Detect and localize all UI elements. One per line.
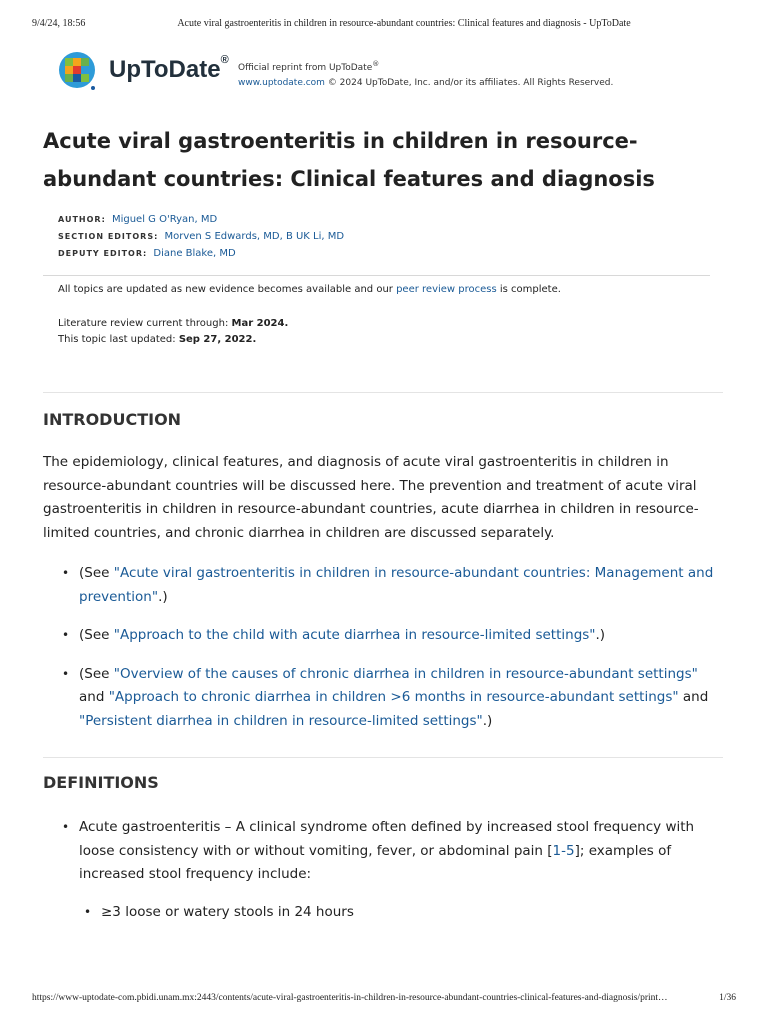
update-note — [58, 284, 561, 295]
update-note-text: All topics are updated as new evidence becomes available and our — [58, 284, 397, 295]
brand-reg-mark: ® — [220, 54, 229, 66]
copyright-text: © 2024 UpToDate, Inc. and/or its affiliates. All Rights Reserved. — [324, 78, 614, 88]
list-item — [84, 901, 704, 925]
introduction-heading: INTRODUCTION — [43, 410, 182, 429]
author-row: AUTHOR: Miguel G O'Ryan, MD — [58, 214, 218, 225]
review-dates — [58, 316, 288, 348]
copyright-line — [238, 76, 613, 91]
article-title: Acute viral gastroenteritis in children in resource-abundant countries: Clinical features and diagnosis — [43, 129, 655, 191]
credits — [58, 211, 344, 262]
deputy-editor-label: DEPUTY EDITOR — [58, 249, 143, 258]
definitions-heading: DEFINITIONS — [43, 773, 159, 792]
last-updated-row — [58, 332, 288, 348]
sub-definition-text: ≥3 loose or watery stools in 24 hours — [101, 904, 354, 920]
divider — [43, 275, 710, 276]
site-link[interactable]: www.uptodate.com — [238, 78, 325, 88]
section-editors-label: SECTION EDITORS — [58, 232, 155, 241]
cross-ref-link[interactable]: "Acute viral gastroenteritis in children in resource-abundant countries: Management and prevention" — [79, 565, 714, 605]
cross-ref-link[interactable]: "Overview of the causes of chronic diarrhea in children in resource-abundant settings" — [113, 665, 698, 682]
divider — [43, 757, 723, 758]
uptodate-logo-icon — [57, 50, 97, 90]
see-also-list — [62, 562, 722, 733]
divider — [43, 392, 723, 393]
print-header — [32, 18, 736, 32]
reference-link[interactable]: 1-5 — [552, 842, 575, 859]
brand-name-text: UpToDate — [109, 56, 221, 83]
list-item — [62, 624, 722, 648]
reprint-reg-mark: ® — [372, 60, 380, 68]
introduction-paragraph: The epidemiology, clinical features, and diagnosis of acute viral gastroenteritis in children in resource-abundant countries will be discussed here. The prevention and treatment of acute viral gastroenteritis in children in resource-abundant countries, acute diarrhea in children in resource-limited countries, and chronic diarrhea in children are discussed separately. — [43, 454, 699, 541]
see-prefix: (See — [79, 565, 114, 581]
section-editors-link[interactable]: Morven S Edwards, MD, B UK Li, MD — [164, 231, 345, 242]
deputy-editor-link[interactable]: Diane Blake, MD — [153, 248, 236, 259]
list-item — [62, 562, 722, 609]
definition-tail: ]; examples of increased stool frequency include: — [79, 842, 672, 882]
list-item — [62, 663, 722, 734]
see-prefix: (See — [79, 627, 114, 643]
see-suffix: .) — [158, 588, 168, 605]
definitions-sublist — [84, 901, 704, 925]
reprint-notice — [238, 57, 613, 91]
definition-text: Acute gastroenteritis – A clinical syndrome often defined by increased stool frequency with loose consistency with or without vomiting, fever, or abdominal pain [ — [79, 819, 695, 859]
section-editors-row: SECTION EDITORS: Morven S Edwards, MD, B UK Li, MD — [58, 231, 345, 242]
cross-ref-link[interactable]: "Approach to chronic diarrhea in children >6 months in resource-abundant settings" — [108, 689, 679, 705]
print-timestamp: 9/4/24, 18:56 — [32, 18, 86, 29]
cross-ref-link[interactable]: "Persistent diarrhea in children in resource-limited settings" — [79, 712, 483, 729]
cross-ref-link[interactable]: "Approach to the child with acute diarrhea in resource-limited settings" — [113, 627, 596, 643]
last-updated-label: This topic last updated: — [58, 334, 179, 345]
brand-name — [109, 56, 229, 84]
deputy-editor-row: DEPUTY EDITOR: Diane Blake, MD — [58, 248, 236, 259]
lit-review-value: Mar 2024. — [231, 318, 289, 329]
lit-review-label: Literature review current through: — [58, 318, 232, 329]
see-suffix: .) — [482, 712, 493, 729]
see-prefix: (See — [79, 665, 114, 682]
page-number: 1/36 — [719, 993, 736, 1003]
reprint-text: Official reprint from UpToDate — [238, 63, 373, 73]
author-link[interactable]: Miguel G O'Ryan, MD — [111, 214, 218, 225]
last-updated-value: Sep 27, 2022. — [178, 334, 257, 345]
lit-review-row — [58, 316, 288, 332]
author-label: AUTHOR — [58, 215, 102, 224]
see-suffix: .) — [595, 627, 606, 643]
and-word: and — [79, 689, 109, 705]
print-page-title: Acute viral gastroenteritis in children in resource-abundant countries: Clinical features and diagnosis - UpToDate — [177, 18, 631, 29]
and-word: and — [678, 689, 709, 705]
definitions-list — [62, 816, 722, 887]
print-url: https://www-uptodate-com.pbidi.unam.mx:2443/contents/acute-viral-gastroenteritis-in-children-in-resource-abundant-countries-clinical-features-and-diagnosis/print… — [32, 993, 668, 1003]
reprint-line — [238, 57, 613, 76]
peer-review-link[interactable]: peer review process — [396, 284, 497, 295]
list-item — [62, 816, 722, 887]
update-note-tail: is complete. — [496, 284, 561, 295]
